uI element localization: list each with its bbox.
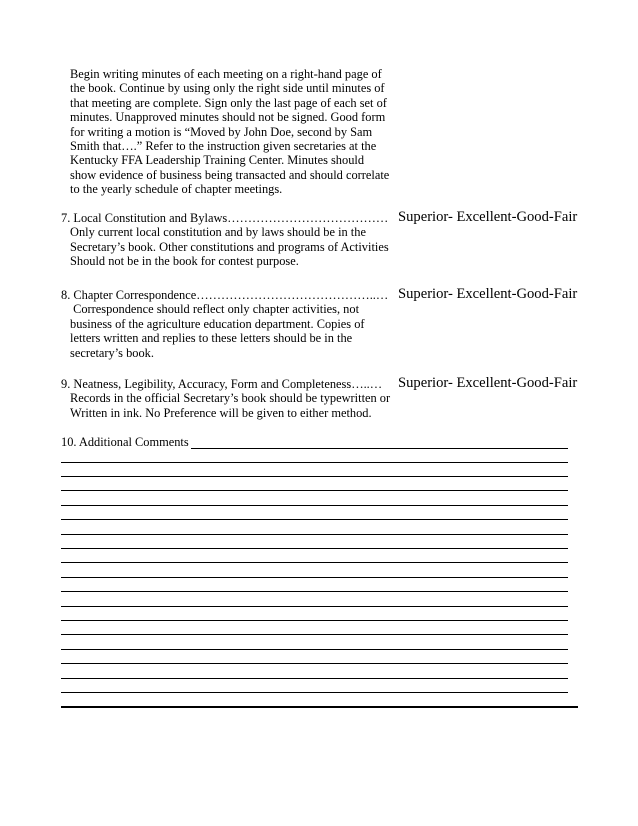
- text-line: show evidence of business being transacted and should correlate: [70, 167, 390, 182]
- comment-write-line[interactable]: [61, 562, 568, 563]
- comment-write-line[interactable]: [61, 678, 568, 679]
- text-line: Correspondence should reflect only chapter activities, not: [70, 302, 360, 317]
- comment-write-line[interactable]: [61, 490, 568, 491]
- rating-scale: Superior- Excellent-Good-Fair: [398, 286, 578, 302]
- comment-write-line[interactable]: [61, 462, 568, 463]
- text-line: Records in the official Secretary’s book should be typewritten or: [70, 391, 391, 406]
- comment-write-line[interactable]: [61, 634, 568, 635]
- item-heading: 8. Chapter Correspondence……………………………………..…: [61, 288, 389, 302]
- comment-write-line[interactable]: [61, 663, 568, 664]
- comment-write-line[interactable]: [61, 505, 568, 506]
- comment-write-line[interactable]: [61, 548, 568, 549]
- rating-scale: Superior- Excellent-Good-Fair: [398, 209, 578, 225]
- additional-comments-label: 10. Additional Comments: [61, 435, 189, 449]
- comment-write-line[interactable]: [61, 620, 568, 621]
- comment-write-line[interactable]: [61, 476, 568, 477]
- text-line: Begin writing minutes of each meeting on a right-hand page of: [70, 67, 382, 81]
- rating-scale: Superior- Excellent-Good-Fair: [398, 375, 578, 391]
- item-chapter-correspondence: [61, 288, 388, 360]
- text-line: Should not be in the book for contest purpose.: [70, 254, 299, 269]
- item-heading: 9. Neatness, Legibility, Accuracy, Form and Completeness…..…: [61, 377, 383, 391]
- item-heading: 7. Local Constitution and Bylaws…………………………………: [61, 211, 389, 225]
- comment-write-line[interactable]: [61, 534, 568, 535]
- text-line: letters written and replies to these letters should be in the: [70, 331, 353, 346]
- text-line: secretary’s book.: [70, 345, 154, 360]
- text-line: the book. Continue by using only the right side until minutes of: [70, 81, 385, 96]
- text-line: Written in ink. No Preference will be given to either method.: [70, 405, 372, 420]
- comment-write-line[interactable]: [191, 448, 568, 449]
- comment-write-line[interactable]: [61, 577, 568, 578]
- item-local-constitution: [61, 211, 389, 269]
- text-line: for writing a motion is “Moved by John Doe, second by Sam: [70, 124, 373, 139]
- text-line: Kentucky FFA Leadership Training Center. Minutes should: [70, 153, 365, 168]
- comment-write-line[interactable]: [61, 649, 568, 650]
- comment-write-line[interactable]: [61, 519, 568, 520]
- text-line: Secretary’s book. Other constitutions and programs of Activities: [70, 239, 389, 254]
- text-line: that meeting are complete. Sign only the last page of each set of: [70, 95, 387, 110]
- text-line: Smith that….” Refer to the instruction given secretaries at the: [70, 139, 377, 154]
- comment-write-line[interactable]: [61, 692, 568, 693]
- text-line: minutes. Unapproved minutes should not be signed. Good form: [70, 110, 386, 125]
- item-neatness-legibility: [61, 377, 390, 420]
- text-line: Only current local constitution and by laws should be in the: [70, 225, 366, 240]
- text-line: business of the agriculture education department. Copies of: [70, 316, 365, 331]
- comment-write-line[interactable]: [61, 591, 568, 592]
- comment-write-line[interactable]: [61, 606, 568, 607]
- comment-write-line[interactable]: [61, 706, 578, 708]
- text-line: to the yearly schedule of chapter meetings.: [70, 182, 283, 197]
- minutes-instructions: [70, 67, 389, 197]
